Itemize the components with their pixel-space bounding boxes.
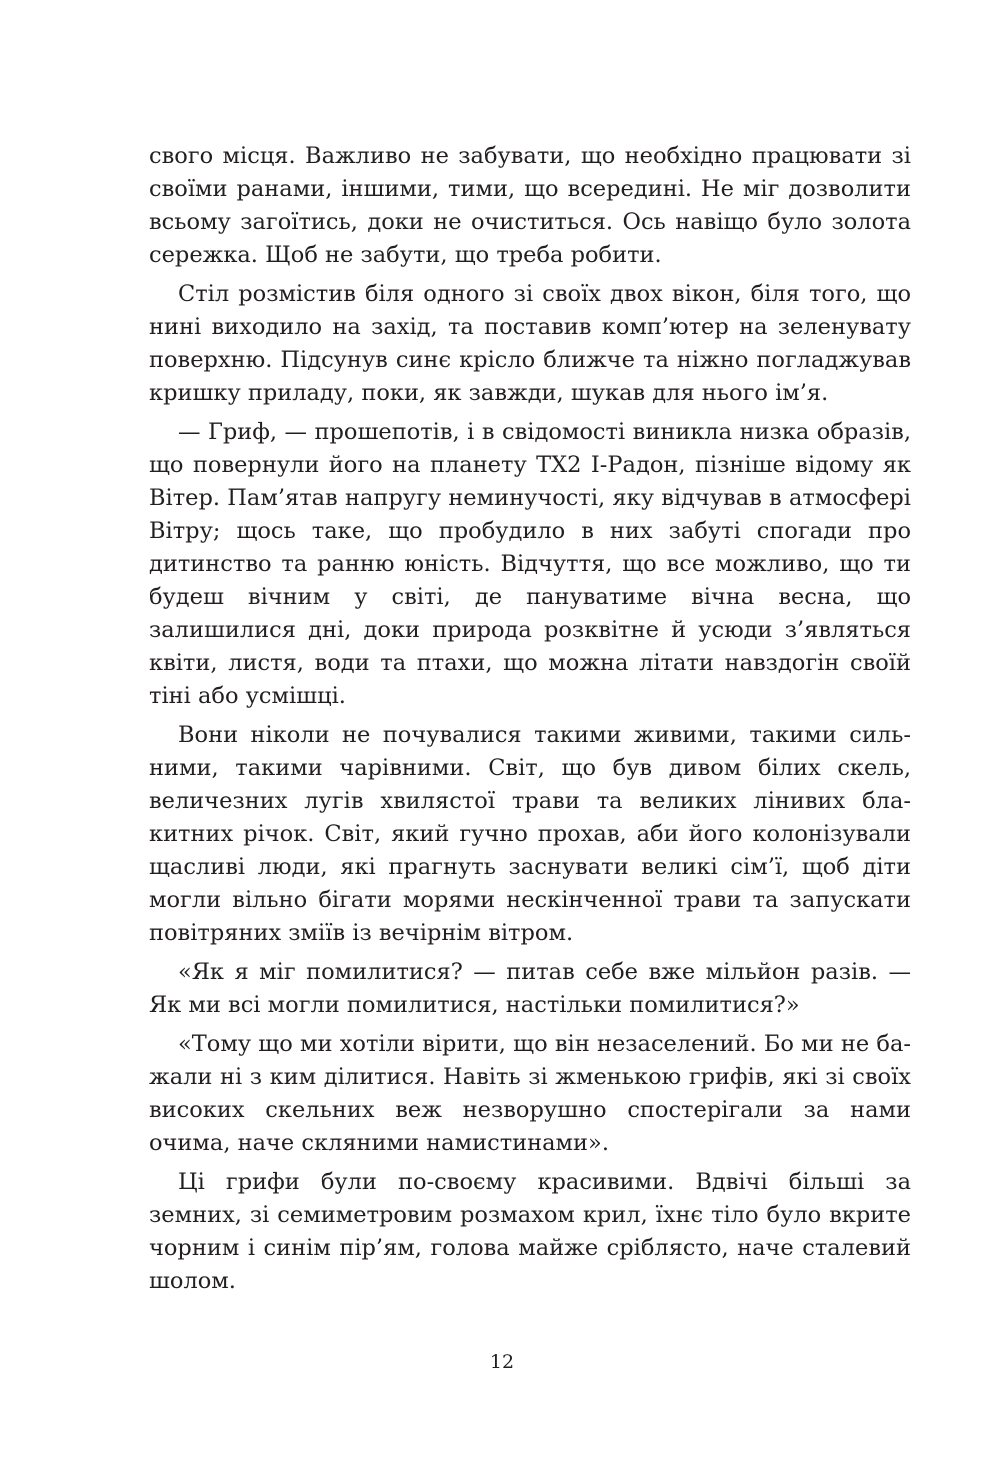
page-number: 12 [489,1351,515,1373]
paragraph: Вони ніколи не почувалися такими живими, такими сильними, такими чарівними. Світ, що був дивом білих скель, величезних лугів хвилястої трави та великих лінивих блакитних річок. Світ, який гучно прохав, аби його колонізували щасливі люди, які прагнуть заснувати великі сім’ї, щоб діти могли вільно бігати морями нескінченної трави та запускати повітряних зміїв із вечірнім вітром. [149,722,911,946]
body-text [149,140,911,1298]
paragraph-continuation: свого місця. Важливо не забувати, що необхідно працювати зі своїми ранами, іншими, тими, що всередині. Не міг дозволити всьому загоїтись, доки не очиститься. Ось навіщо було золота сережка. Щоб не забути, що треба робити. [149,143,911,268]
paragraph: Ці грифи були по-своєму красивими. Вдвічі більші за земних, зі семиметровим розмахом крил, їхнє тіло було вкрите чорним і синім пір’ям, голова майже сріблясто, наче сталевий шолом. [149,1169,911,1294]
paragraph: «Тому що ми хотіли вірити, що він незаселений. Бо ми не бажали ні з ким ділитися. Навіть зі жменькою грифів, які зі своїх високих скельних веж незворушно спостерігали за нами очима, наче скляними намистинами». [149,1031,911,1156]
paragraph: — Гриф, — прошепотів, і в свідомості виникла низка образів, що повернули його на планету TX2 I-Радон, пізніше відому як Вітер. Пам’ятав напругу неминучості, яку відчував в атмосфері Вітру; щось таке, що пробудило в них забуті спогади про дитинство та ранню юність. Відчуття, що все можливо, що ти будеш вічним у світі, де пануватиме вічна весна, що залишилися дні, доки природа розквітне й усюди з’являться квіти, листя, води та птахи, що можна літати навздогін своїй тіні або усмішці. [149,419,911,709]
paragraph: Стіл розмістив біля одного зі своїх двох вікон, біля того, що нині виходило на захід, та поставив комп’ютер на зеленувату поверхню. Підсунув синє крісло ближче та ніжно погладжував кришку приладу, поки, як завжди, шукав для нього ім’я. [149,281,911,406]
paragraph: «Як я міг помилитися? — питав себе вже мільйон разів. — Як ми всі могли помилитися, настільки помилитися?» [149,959,911,1018]
